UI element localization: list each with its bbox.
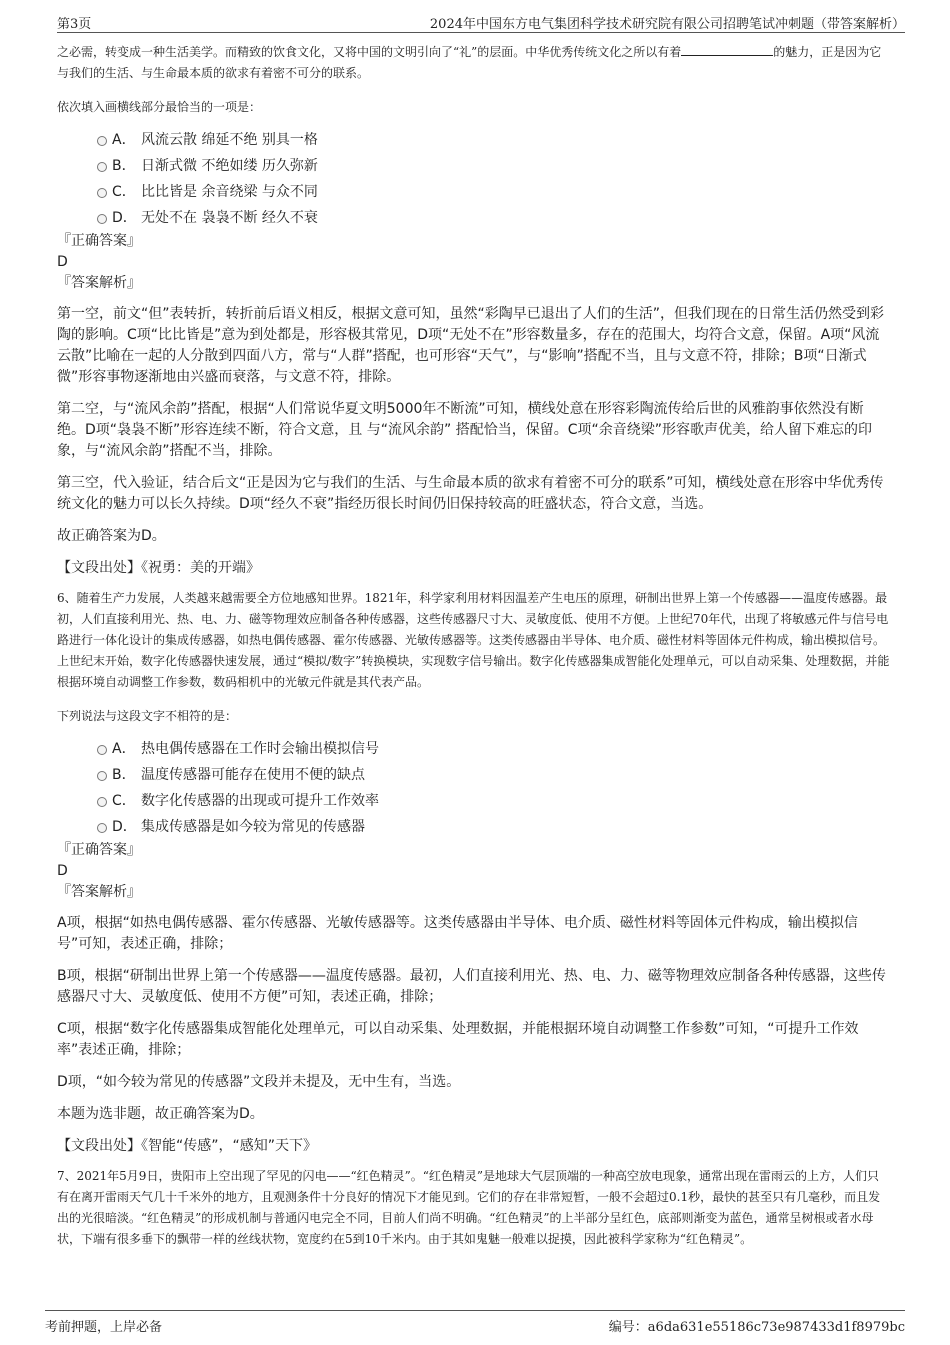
q6-source: 【文段出处】《智能“传感”，“感知”天下》 [57,1138,318,1154]
q7-passage: 7、2021年5月9日，贵阳市上空出现了罕见的闪电——“红色精灵”。“红色精灵”是地球大气层顶端的一种高空放电现象，通常出现在雷雨云的上方，人们只有在离开雷雨天气几十千米外的地方，且观测条件十分良好的情况下才能见到。它们的存在非常短暂，一般不会超过0.1秒，最快的甚至只有几毫秒，而且发出的光很暗淡。“红色精灵”的形成机制与普通闪电完全不同，目前人们尚不明确。“红色精灵”的上半部分呈红色，底部则渐变为蓝色，通常呈树根或者水母状，下端有很多垂下的飘带一样的丝线状物，宽度约在5到10千米内。由于其如鬼魅一般难以捉摸，因此被科学家称为“红色精灵”。 [57,1169,881,1246]
radio-icon[interactable] [97,745,107,755]
q6-analysis-1: A项，根据“如热电偶传感器、霍尔传感器、光敏传感器等。这类传感器由半导体、电介质、磁性材料等固体元件构成，输出模拟信号”可知，表述正确，排除； [57,915,858,952]
q5-answer: D [57,254,68,270]
radio-icon[interactable] [97,162,107,172]
q6-option-a[interactable]: A． 热电偶传感器在工作时会输出模拟信号 [57,736,890,762]
q6-answer-label: 『正确答案』 [57,842,141,858]
q6-option-b[interactable]: B． 温度传感器可能存在使用不便的缺点 [57,762,890,788]
q5-analysis-3: 第三空，代入验证，结合后文“正是因为它与我们的生活、与生命最本质的欲求有着密不可分的联系”可知，横线处意在形容中华优秀传统文化的魅力可以长久持续。D项“经久不衰”指经历很长时间仍旧保持较高的旺盛状态，符合文意，当选。 [57,475,884,512]
q6-analysis-3: C项，根据“数字化传感器集成智能化处理单元，可以自动采集、处理数据，并能根据环境自动调整工作参数”可知，“可提升工作效率”表述正确，排除； [57,1021,859,1058]
q6-analysis-2: B项，根据“研制出世界上第一个传感器——温度传感器。最初，人们直接利用光、热、电、力、磁等物理效应制备各种传感器，这些传感器尺寸大、灵敏度低、使用不方便”可知，表述正确，排除； [57,968,886,1005]
q5-analysis-label: 『答案解析』 [57,275,141,291]
q5-option-a[interactable]: A． 风流云散 绵延不绝 别具一格 [57,127,890,153]
q6-analysis-4: D项，“如今较为常见的传感器”文段并未提及，无中生有，当选。 [57,1074,461,1090]
q6-option-c[interactable]: C． 数字化传感器的出现或可提升工作效率 [57,788,890,814]
q6-option-d[interactable]: D． 集成传感器是如今较为常见的传感器 [57,814,890,840]
q6-options [57,736,890,840]
radio-icon[interactable] [97,136,107,146]
radio-icon[interactable] [97,823,107,833]
radio-icon[interactable] [97,797,107,807]
fill-blank [681,43,773,56]
q5-option-c[interactable]: C． 比比皆是 余音绕梁 与众不同 [57,179,890,205]
page-footer [45,1310,905,1337]
q6-passage: 6、随着生产力发展，人类越来越需要全方位地感知世界。1821年，科学家利用材料因温差产生电压的原理，研制出世界上第一个传感器——温度传感器。最初，人们直接利用光、热、电、力、磁等物理效应制备各种传感器，这些传感器尺寸大、灵敏度低、使用不方便。上世纪70年代，出现了将敏感元件与信号电路进行一体化设计的集成传感器，如热电偶传感器、霍尔传感器、光敏传感器等。这类传感器由半导体、电介质、磁性材料等固体元件构成，输出模拟信号。上世纪末开始，数字化传感器快速发展，通过“模拟/数字”转换模块，实现数字信号输出。数字化传感器集成智能化处理单元，可以自动采集、处理数据，并能根据环境自动调整工作参数，数码相机中的光敏元件就是其代表产品。 [57,591,890,689]
q6-analysis-5: 本题为选非题，故正确答案为D。 [57,1106,264,1122]
q5-answer-label: 『正确答案』 [57,233,141,249]
q5-analysis-4: 故正确答案为D。 [57,528,166,544]
q5-analysis-2: 第二空，与“流风余韵”搭配，根据“人们常说华夏文明5000年不断流”可知，横线处意在形容彩陶流传给后世的风雅韵事依然没有断绝。D项“袅袅不断”形容连续不断，符合文意，且 与“流风余韵” 搭配恰当，保留。C项“余音绕梁”形容歌声优美，给人留下难忘的印象，与“流风余韵”搭配不当，排除。 [57,401,872,459]
page-header [57,10,905,33]
document-title: 2024年中国东方电气集团科学技术研究院有限公司招聘笔试冲刺题（带答案解析） [429,17,905,32]
q5-options [57,127,890,231]
footer-slogan: 考前押题，上岸必备 [45,1320,163,1335]
q6-analysis-label: 『答案解析』 [57,884,141,900]
radio-icon[interactable] [97,214,107,224]
radio-icon[interactable] [97,771,107,781]
radio-icon[interactable] [97,188,107,198]
q6-prompt: 下列说法与这段文字不相符的是： [57,709,238,723]
q5-source: 【文段出处】《祝勇：美的开端》 [57,560,260,576]
q5-option-d[interactable]: D． 无处不在 袅袅不断 经久不衰 [57,205,890,231]
document-body [57,42,890,1250]
page-number: 第3页 [57,17,92,32]
document-id: 编号：a6da631e55186c73e987433d1f8979bc [608,1320,905,1335]
q5-option-b[interactable]: B． 日渐式微 不绝如缕 历久弥新 [57,153,890,179]
q6-answer: D [57,863,68,879]
q5-passage: 之必需，转变成一种生活美学。而精致的饮食文化，又将中国的文明引向了“礼”的层面。中华优秀传统文化之所以有着 的魅力，正是因为它与我们的生活、与生命最本质的欲求有着密不可分的联系。 [57,45,882,80]
q5-prompt: 依次填入画横线部分最恰当的一项是： [57,100,262,114]
q5-analysis-1: 第一空，前文“但”表转折，转折前后语义相反，根据文意可知，虽然“彩陶早已退出了人们的生活”，但我们现在的日常生活仍然受到彩陶的影响。C项“比比皆是”意为到处都是，形容极其常见，D项“无处不在”形容数量多，存在的范围大，均符合文意，保留。A项“风流云散”比喻在一起的人分散到四面八方，常与“人群”搭配，也可形容“天气”，与“影响”搭配不当，且与文意不符，排除；B项“日渐式微”形容事物逐渐地由兴盛而衰落，与文意不符，排除。 [57,306,885,385]
